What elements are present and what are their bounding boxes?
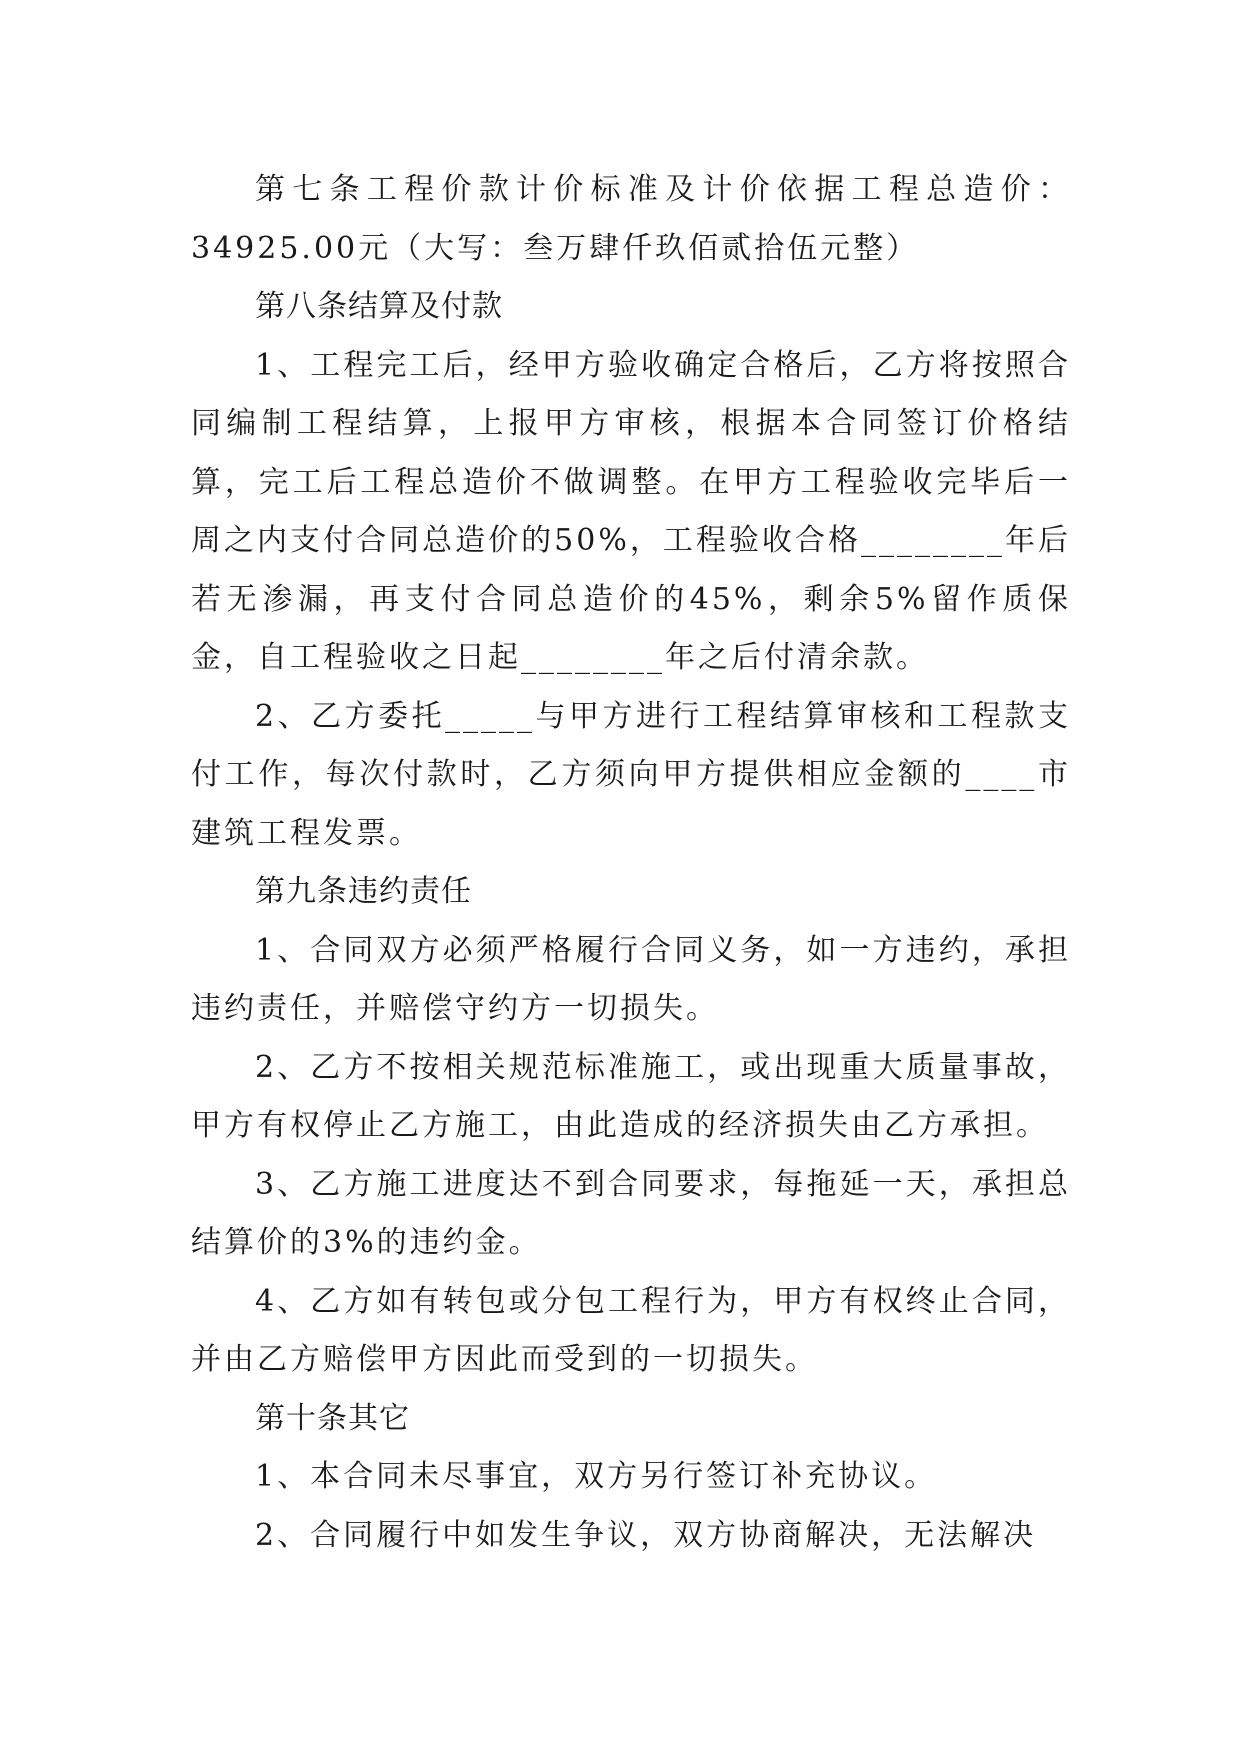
article-10-clause-2: 2、合同履行中如发生争议，双方协商解决，无法解决 bbox=[255, 1517, 1037, 1553]
article-8-clause-2: 2、乙方委托_____与甲方进行工程结算审核和工程款支付工作，每次付款时，乙方须向甲方提供相应金额的____市建筑工程发票。 bbox=[191, 698, 1071, 851]
article-9-heading: 第九条违约责任 bbox=[255, 874, 472, 909]
article-8-heading: 第八条结算及付款 bbox=[255, 289, 503, 324]
article-9-clause-1: 1、合同双方必须严格履行合同义务，如一方违约，承担违约责任，并赔偿守约方一切损失。 bbox=[191, 932, 1071, 1026]
article-10-clause-1: 1、本合同未尽事宜，双方另行签订补充协议。 bbox=[255, 1459, 938, 1494]
article-9-clause-4: 4、乙方如有转包或分包工程行为，甲方有权终止合同，并由乙方赔偿甲方因此而受到的一切损失。 bbox=[191, 1283, 1071, 1377]
article-9-clause-2: 2、乙方不按相关规范标准施工，或出现重大质量事故，甲方有权停止乙方施工，由此造成的经济损失由乙方承担。 bbox=[191, 1049, 1071, 1143]
article-9-clause-3: 3、乙方施工进度达不到合同要求，每拖延一天，承担总结算价的3%的违约金。 bbox=[191, 1166, 1071, 1260]
article-8-clause-1: 1、工程完工后，经甲方验收确定合格后，乙方将按照合同编制工程结算，上报甲方审核，根据本合同签订价格结算，完工后工程总造价不做调整。在甲方工程验收完毕后一周之内支付合同总造价的50%，工程验收合格________年后若无渗漏，再支付合同总造价的45%，剩余5%留作质保金，自工程验收之日起________年之后付清余款。 bbox=[191, 347, 1071, 675]
article-10-heading: 第十条其它 bbox=[255, 1400, 410, 1436]
document-body bbox=[191, 161, 1071, 1565]
article-7-pricing: 第七条工程价款计价标准及计价依据工程总造价：34925.00元（大写：叁万肆仟玖佰贰拾伍元整） bbox=[191, 172, 1071, 266]
